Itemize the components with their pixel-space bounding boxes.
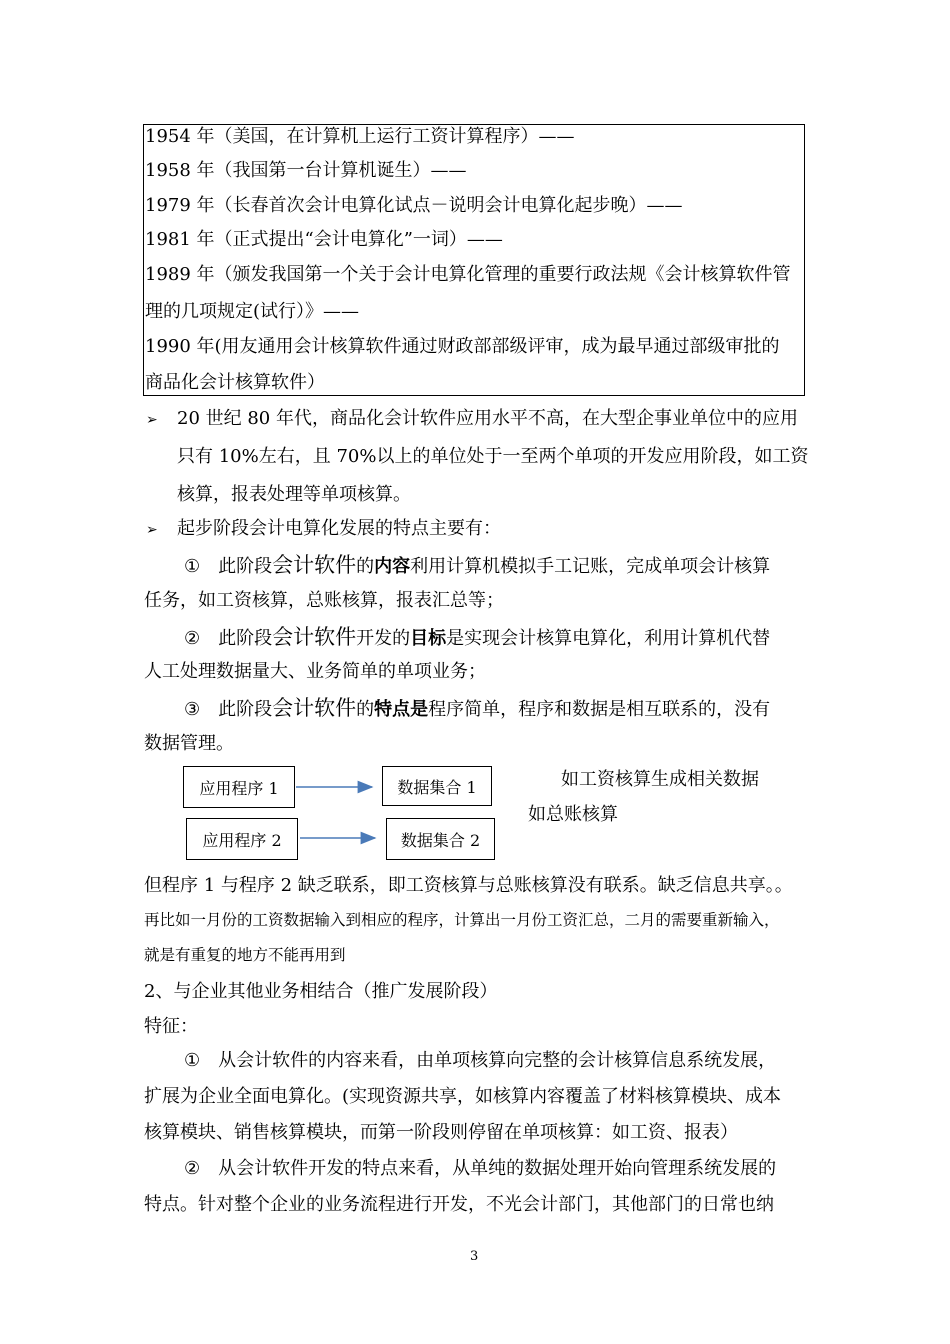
data2-box: 数据集合 2 bbox=[386, 818, 495, 860]
timeline-line: 1958 年（我国第一台计算机诞生）—— bbox=[145, 160, 467, 181]
app1-box: 应用程序 1 bbox=[183, 766, 295, 808]
feature1-line3: 核算模块、销售核算模块，而第一阶段则停留在单项核算：如工资、报表） bbox=[144, 1122, 738, 1143]
item1-line1: ① 此阶段会计软件的内容利用计算机模拟手工记账，完成单项会计核算 bbox=[184, 553, 771, 577]
bullet-arrow-icon: ➢ bbox=[146, 522, 158, 538]
timeline-line: 理的几项规定(试行）》—— bbox=[145, 301, 360, 322]
diagram-note1: 如工资核算生成相关数据 bbox=[561, 769, 759, 790]
feature2-number: ② bbox=[184, 1158, 201, 1179]
item2-line2: 人工处理数据量大、业务简单的单项业务； bbox=[144, 661, 486, 682]
timeline-line: 商品化会计核算软件） bbox=[145, 372, 325, 393]
feature1-line1: ① 从会计软件的内容来看，由单项核算向完整的会计核算信息系统发展， bbox=[184, 1050, 777, 1071]
timeline-line: 1954 年（美国，在计算机上运行工资计算程序）—— bbox=[145, 126, 575, 147]
item3-line1: ③ 此阶段会计软件的特点是程序简单，程序和数据是相互联系的，没有 bbox=[184, 696, 771, 720]
item1-line2: 任务，如工资核算，总账核算，报表汇总等； bbox=[144, 590, 504, 611]
features-label: 特征： bbox=[144, 1016, 198, 1037]
feature1-line2: 扩展为企业全面电算化。(实现资源共享，如核算内容覆盖了材料核算模块、成本 bbox=[144, 1086, 782, 1107]
timeline-line: 1990 年(用友通用会计核算软件通过财政部部级评审，成为最早通过部级审批的 bbox=[145, 336, 780, 357]
bullet-arrow-icon: ➢ bbox=[146, 412, 158, 428]
feature1-number: ① bbox=[184, 1050, 201, 1071]
feature2-line1: ② 从会计软件开发的特点来看，从单纯的数据处理开始向管理系统发展的 bbox=[184, 1158, 777, 1179]
bullet1-line: 20 世纪 80 年代，商品化会计软件应用水平不高，在大型企事业单位中的应用 bbox=[177, 408, 798, 429]
data1-box: 数据集合 1 bbox=[382, 766, 492, 806]
small-note-line: 就是有重复的地方不能再用到 bbox=[144, 946, 346, 964]
timeline-line: 1989 年（颁发我国第一个关于会计电算化管理的重要行政法规《会计核算软件管 bbox=[145, 264, 791, 285]
item2-line1: ② 此阶段会计软件开发的目标是实现会计核算电算化，利用计算机代替 bbox=[184, 625, 771, 649]
bullet1-line: 核算，报表处理等单项核算。 bbox=[177, 484, 411, 505]
item1-number: ① bbox=[184, 556, 201, 577]
timeline-line: 1979 年（长春首次会计电算化试点－说明会计电算化起步晚）—— bbox=[145, 195, 683, 216]
small-note-line: 再比如一月份的工资数据输入到相应的程序，计算出一月份工资汇总，二月的需要重新输入， bbox=[144, 911, 780, 929]
timeline-line: 1981 年（正式提出“会计电算化”一词）—— bbox=[145, 229, 503, 250]
item2-number: ② bbox=[184, 628, 201, 649]
section2-title: 2、与企业其他业务相结合（推广发展阶段） bbox=[144, 981, 498, 1002]
diagram-note2: 如总账核算 bbox=[528, 804, 618, 825]
item3-number: ③ bbox=[184, 699, 201, 720]
paragraph-after-diagram: 但程序 1 与程序 2 缺乏联系，即工资核算与总账核算没有联系。缺乏信息共享。。 bbox=[144, 875, 793, 896]
bullet2-text: 起步阶段会计电算化发展的特点主要有： bbox=[177, 518, 501, 539]
bullet1-line: 只有 10%左右，且 70%以上的单位处于一至两个单项的开发应用阶段，如工资 bbox=[177, 446, 809, 467]
item3-line2: 数据管理。 bbox=[144, 733, 234, 754]
app2-box: 应用程序 2 bbox=[186, 818, 298, 860]
feature2-line2: 特点。针对整个企业的业务流程进行开发，不光会计部门，其他部门的日常也纳 bbox=[144, 1194, 774, 1215]
page-number: 3 bbox=[470, 1249, 479, 1264]
